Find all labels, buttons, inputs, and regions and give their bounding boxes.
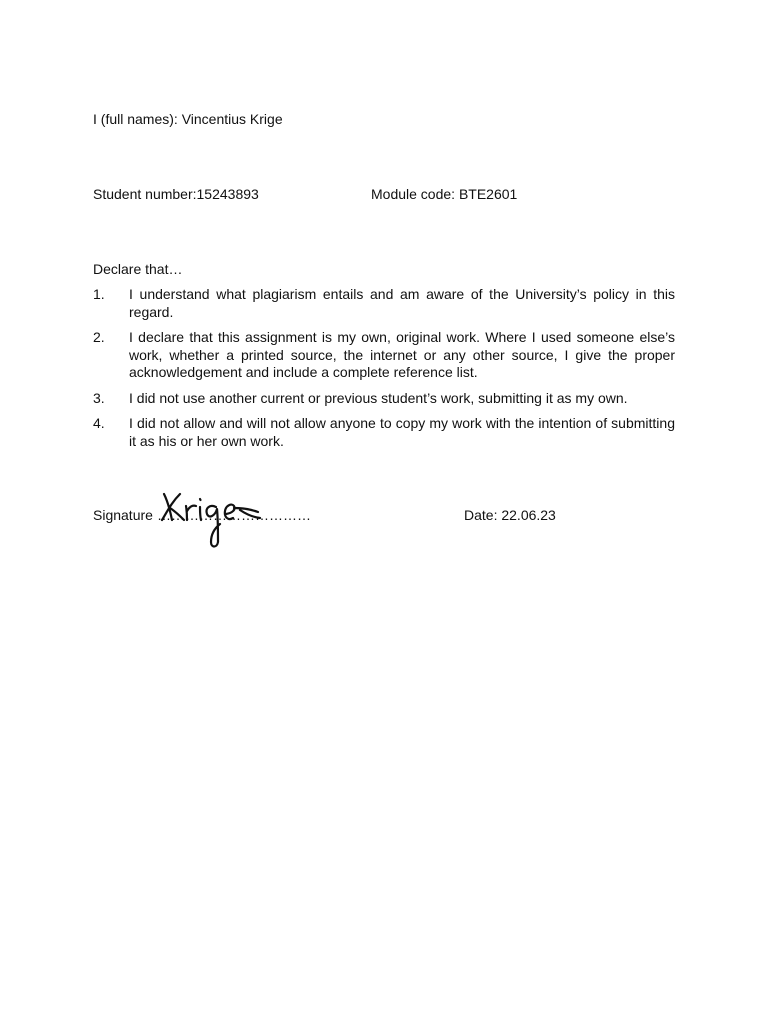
- declaration-item-number: 1.: [93, 286, 105, 302]
- declaration-item-text: I did not allow and will not allow anyone to copy my work with the intention of submitting it as his or her own work.: [129, 415, 675, 449]
- declaration-item: [93, 390, 675, 408]
- declaration-item: [93, 329, 675, 382]
- signature-label: Signature: [93, 507, 153, 523]
- signature-line: ……………………………: [157, 507, 311, 523]
- declaration-item: [93, 415, 675, 450]
- declaration-list: [93, 286, 675, 458]
- declaration-item: [93, 286, 675, 321]
- declare-heading: Declare that…: [93, 261, 183, 277]
- declaration-item-number: 3.: [93, 389, 105, 406]
- full-names-line: I (full names): Vincentius Krige: [93, 111, 283, 127]
- date-line: Date: 22.06.23: [464, 507, 556, 523]
- student-number-line: Student number:15243893: [93, 186, 259, 202]
- declaration-item-text: I did not use another current or previous student’s work, submitting it as my own.: [129, 389, 628, 406]
- declaration-item-number: 2.: [93, 329, 105, 345]
- handwritten-signature: [160, 484, 264, 550]
- declaration-item-number: 4.: [93, 415, 105, 431]
- module-code-line: Module code: BTE2601: [371, 186, 518, 202]
- declaration-item-text: I declare that this assignment is my own, original work. Where I used someone else’s work, whether a printed source, the internet or any other source, I give the proper acknowledgement and include a complete reference list.: [129, 329, 675, 380]
- declaration-item-text: I understand what plagiarism entails and am aware of the University’s policy in this regard.: [129, 286, 675, 320]
